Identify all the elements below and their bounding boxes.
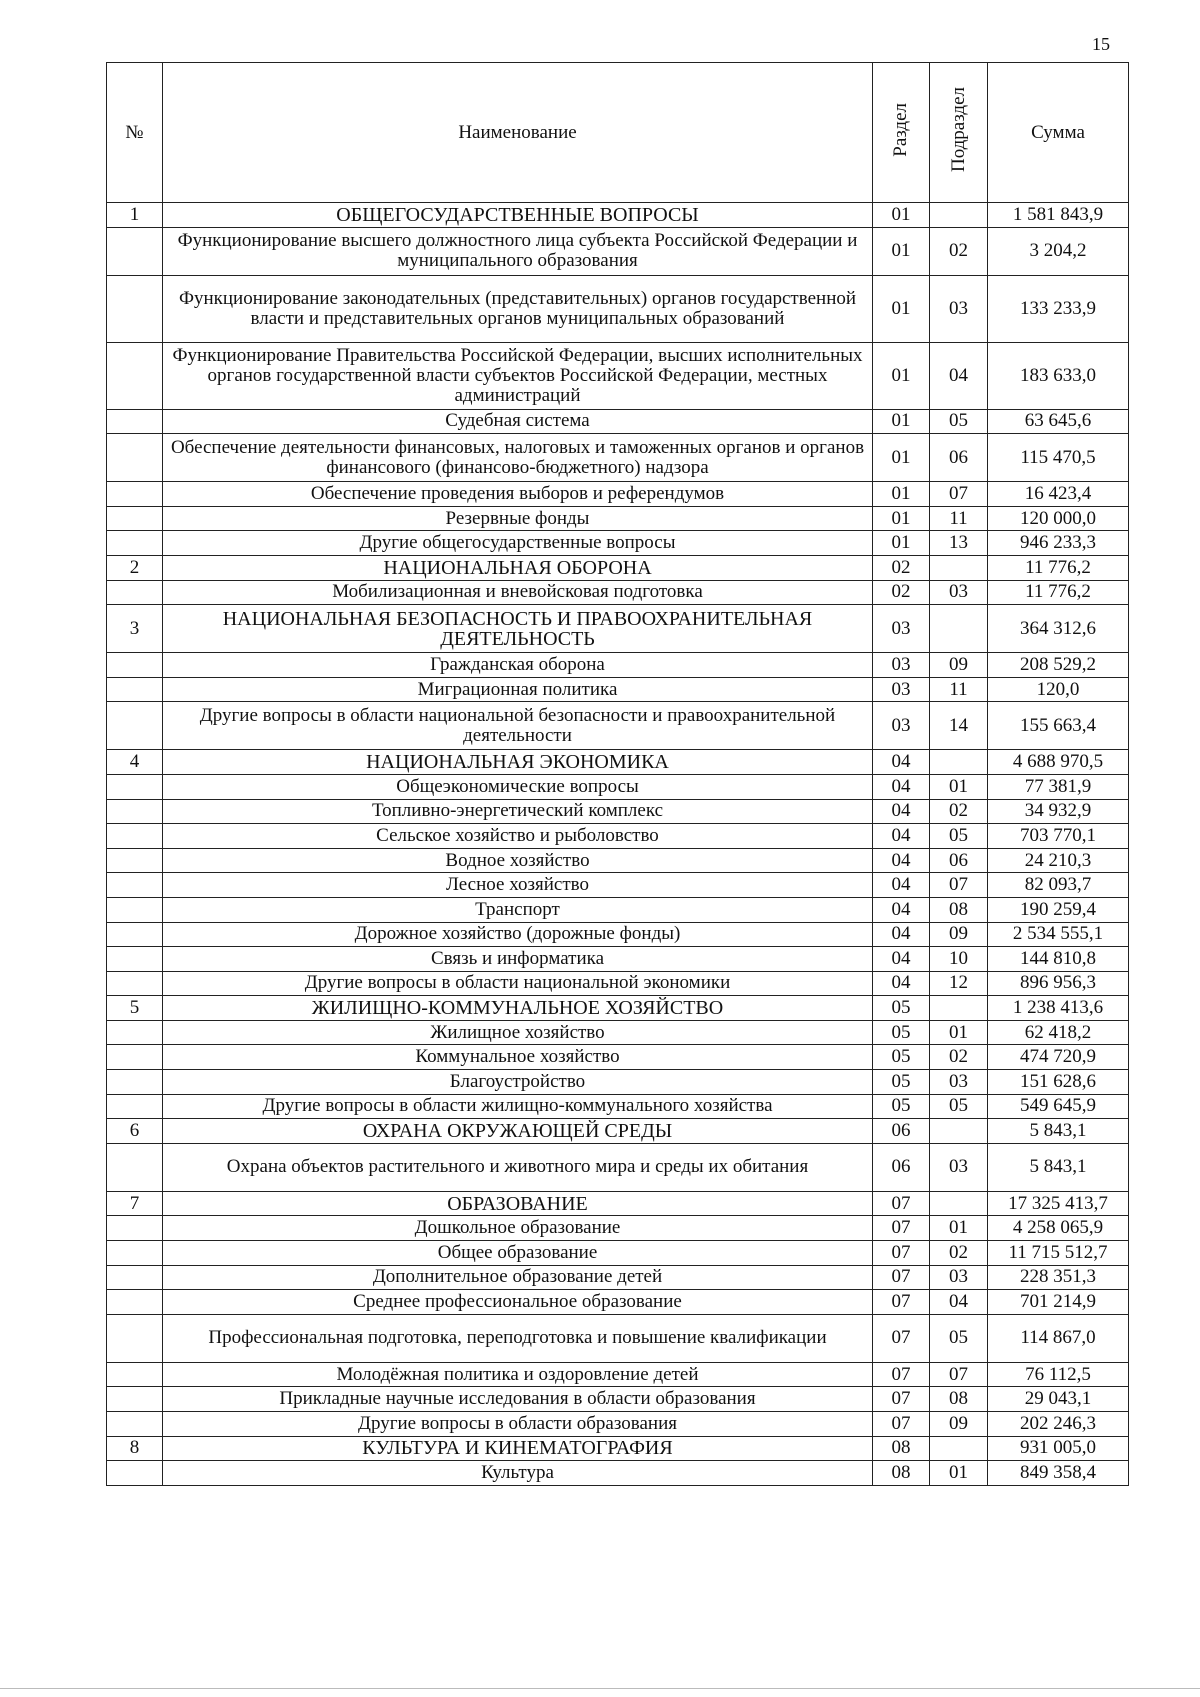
row-subsection: 11 — [930, 506, 988, 531]
row-name: Функционирование Правительства Российской Федерации, высших исполнительных органов государственной власти субъектов Российской Федерации, местных администраций — [163, 342, 873, 409]
table-row — [107, 799, 1129, 824]
row-sum: 114 867,0 — [988, 1314, 1129, 1362]
row-number — [107, 1143, 163, 1191]
row-subsection: 05 — [930, 409, 988, 434]
row-name: Прикладные научные исследования в области образования — [163, 1387, 873, 1412]
row-subsection: 06 — [930, 434, 988, 482]
row-name: Общее образование — [163, 1241, 873, 1266]
row-name: Другие вопросы в области национальной экономики — [163, 971, 873, 996]
row-subsection: 02 — [930, 1045, 988, 1070]
row-name: КУЛЬТУРА И КИНЕМАТОГРАФИЯ — [163, 1436, 873, 1461]
row-sum: 120,0 — [988, 677, 1129, 702]
row-subsection: 07 — [930, 873, 988, 898]
row-section: 03 — [873, 653, 930, 678]
row-name: ОБЩЕГОСУДАРСТВЕННЫЕ ВОПРОСЫ — [163, 203, 873, 228]
row-name: Другие вопросы в области национальной безопасности и правоохранительной деятельности — [163, 702, 873, 750]
row-number — [107, 227, 163, 275]
row-number — [107, 1020, 163, 1045]
row-number — [107, 275, 163, 342]
row-name: Миграционная политика — [163, 677, 873, 702]
row-section: 02 — [873, 555, 930, 580]
row-number — [107, 774, 163, 799]
row-name: Дополнительное образование детей — [163, 1265, 873, 1290]
row-subsection: 06 — [930, 848, 988, 873]
table-row — [107, 275, 1129, 342]
row-subsection: 14 — [930, 702, 988, 750]
row-sum: 701 214,9 — [988, 1290, 1129, 1315]
table-row — [107, 1241, 1129, 1266]
table-row — [107, 1191, 1129, 1216]
row-subsection: 08 — [930, 1387, 988, 1412]
table-row — [107, 409, 1129, 434]
table-row — [107, 1461, 1129, 1486]
row-subsection — [930, 996, 988, 1021]
row-name: Гражданская оборона — [163, 653, 873, 678]
row-name: Судебная система — [163, 409, 873, 434]
row-sum: 62 418,2 — [988, 1020, 1129, 1045]
table-row — [107, 750, 1129, 775]
row-sum: 703 770,1 — [988, 824, 1129, 849]
row-section: 03 — [873, 605, 930, 653]
header-sum: Сумма — [988, 63, 1129, 203]
row-section: 01 — [873, 227, 930, 275]
row-sum: 1 238 413,6 — [988, 996, 1129, 1021]
row-section: 07 — [873, 1191, 930, 1216]
row-section: 04 — [873, 873, 930, 898]
row-number — [107, 531, 163, 556]
row-subsection: 02 — [930, 1241, 988, 1266]
row-sum: 155 663,4 — [988, 702, 1129, 750]
row-subsection: 09 — [930, 653, 988, 678]
table-row — [107, 1143, 1129, 1191]
row-subsection — [930, 1191, 988, 1216]
row-sum: 1 581 843,9 — [988, 203, 1129, 228]
table-row — [107, 1436, 1129, 1461]
row-name: Функционирование законодательных (представительных) органов государственной власти и представительных органов муниципальных образований — [163, 275, 873, 342]
row-section: 01 — [873, 409, 930, 434]
table-row — [107, 1265, 1129, 1290]
row-sum: 24 210,3 — [988, 848, 1129, 873]
page-number: 15 — [1092, 34, 1110, 54]
row-sum: 11 715 512,7 — [988, 1241, 1129, 1266]
table-row — [107, 605, 1129, 653]
row-sum: 151 628,6 — [988, 1070, 1129, 1095]
table-row — [107, 1094, 1129, 1119]
row-subsection: 07 — [930, 482, 988, 507]
table-row — [107, 342, 1129, 409]
row-sum: 63 645,6 — [988, 409, 1129, 434]
row-name: Связь и информатика — [163, 947, 873, 972]
table-row — [107, 897, 1129, 922]
row-sum: 17 325 413,7 — [988, 1191, 1129, 1216]
table-row — [107, 1119, 1129, 1144]
row-section: 04 — [873, 922, 930, 947]
row-name: Топливно-энергетический комплекс — [163, 799, 873, 824]
row-name: Благоустройство — [163, 1070, 873, 1095]
row-subsection: 07 — [930, 1362, 988, 1387]
header-number: № — [107, 63, 163, 203]
row-subsection: 12 — [930, 971, 988, 996]
scan-edge-line — [0, 1688, 1200, 1689]
table-row — [107, 1290, 1129, 1315]
row-subsection: 02 — [930, 227, 988, 275]
row-name: Обеспечение проведения выборов и референдумов — [163, 482, 873, 507]
row-section: 01 — [873, 342, 930, 409]
row-subsection: 03 — [930, 580, 988, 605]
row-sum: 202 246,3 — [988, 1412, 1129, 1437]
row-sum: 931 005,0 — [988, 1436, 1129, 1461]
table-row — [107, 1314, 1129, 1362]
header-section-label: Раздел — [890, 103, 911, 157]
row-number — [107, 677, 163, 702]
row-name: Общеэкономические вопросы — [163, 774, 873, 799]
row-sum: 946 233,3 — [988, 531, 1129, 556]
row-section: 07 — [873, 1290, 930, 1315]
row-subsection — [930, 555, 988, 580]
row-subsection: 10 — [930, 947, 988, 972]
row-number — [107, 947, 163, 972]
row-name: Сельское хозяйство и рыболовство — [163, 824, 873, 849]
row-section: 05 — [873, 1045, 930, 1070]
row-sum: 77 381,9 — [988, 774, 1129, 799]
row-subsection — [930, 203, 988, 228]
table-row — [107, 774, 1129, 799]
row-number: 3 — [107, 605, 163, 653]
row-name: ЖИЛИЩНО-КОММУНАЛЬНОЕ ХОЗЯЙСТВО — [163, 996, 873, 1021]
row-name: Дошкольное образование — [163, 1216, 873, 1241]
row-section: 03 — [873, 702, 930, 750]
row-section: 07 — [873, 1387, 930, 1412]
row-section: 04 — [873, 971, 930, 996]
row-name: Профессиональная подготовка, переподготовка и повышение квалификации — [163, 1314, 873, 1362]
table-row — [107, 824, 1129, 849]
budget-table — [106, 62, 1129, 1486]
row-number — [107, 409, 163, 434]
row-number: 1 — [107, 203, 163, 228]
row-subsection: 05 — [930, 1314, 988, 1362]
row-section: 01 — [873, 506, 930, 531]
row-number — [107, 434, 163, 482]
table-row — [107, 653, 1129, 678]
row-section: 04 — [873, 848, 930, 873]
row-number: 4 — [107, 750, 163, 775]
row-section: 01 — [873, 203, 930, 228]
table-row — [107, 1362, 1129, 1387]
row-number: 8 — [107, 1436, 163, 1461]
row-section: 07 — [873, 1412, 930, 1437]
row-section: 05 — [873, 1070, 930, 1095]
table-row — [107, 227, 1129, 275]
row-sum: 11 776,2 — [988, 555, 1129, 580]
row-name: Другие общегосударственные вопросы — [163, 531, 873, 556]
row-sum: 190 259,4 — [988, 897, 1129, 922]
row-subsection: 03 — [930, 1265, 988, 1290]
row-number — [107, 848, 163, 873]
row-section: 04 — [873, 799, 930, 824]
row-name: Жилищное хозяйство — [163, 1020, 873, 1045]
row-name: Другие вопросы в области образования — [163, 1412, 873, 1437]
row-subsection: 02 — [930, 799, 988, 824]
row-subsection: 05 — [930, 824, 988, 849]
row-section: 06 — [873, 1119, 930, 1144]
row-sum: 115 470,5 — [988, 434, 1129, 482]
row-subsection — [930, 1119, 988, 1144]
row-subsection: 13 — [930, 531, 988, 556]
row-subsection: 09 — [930, 1412, 988, 1437]
table-row — [107, 434, 1129, 482]
row-section: 04 — [873, 824, 930, 849]
row-sum: 11 776,2 — [988, 580, 1129, 605]
row-name: Охрана объектов растительного и животного мира и среды их обитания — [163, 1143, 873, 1191]
table-row — [107, 1412, 1129, 1437]
row-number — [107, 1314, 163, 1362]
row-number — [107, 1094, 163, 1119]
row-number — [107, 1461, 163, 1486]
row-subsection: 01 — [930, 1461, 988, 1486]
row-name: Мобилизационная и вневойсковая подготовка — [163, 580, 873, 605]
row-subsection: 01 — [930, 774, 988, 799]
row-sum: 34 932,9 — [988, 799, 1129, 824]
row-number — [107, 897, 163, 922]
row-number — [107, 653, 163, 678]
table-row — [107, 580, 1129, 605]
row-name: Водное хозяйство — [163, 848, 873, 873]
row-number: 6 — [107, 1119, 163, 1144]
header-subsection-label: Подраздел — [947, 87, 969, 173]
row-sum: 364 312,6 — [988, 605, 1129, 653]
row-section: 05 — [873, 996, 930, 1021]
row-subsection: 11 — [930, 677, 988, 702]
row-number: 5 — [107, 996, 163, 1021]
table-row — [107, 203, 1129, 228]
row-number — [107, 1387, 163, 1412]
row-section: 02 — [873, 580, 930, 605]
table-row — [107, 677, 1129, 702]
row-number — [107, 1412, 163, 1437]
table-row — [107, 1387, 1129, 1412]
row-sum: 16 423,4 — [988, 482, 1129, 507]
table-row — [107, 482, 1129, 507]
table-row — [107, 922, 1129, 947]
row-subsection: 08 — [930, 897, 988, 922]
row-sum: 4 258 065,9 — [988, 1216, 1129, 1241]
row-subsection: 03 — [930, 1143, 988, 1191]
row-name: Функционирование высшего должностного лица субъекта Российской Федерации и муниципального образования — [163, 227, 873, 275]
table-row — [107, 531, 1129, 556]
row-section: 07 — [873, 1216, 930, 1241]
row-subsection: 03 — [930, 275, 988, 342]
row-number — [107, 1362, 163, 1387]
row-subsection: 01 — [930, 1020, 988, 1045]
row-section: 04 — [873, 750, 930, 775]
header-section — [873, 63, 930, 203]
row-number — [107, 702, 163, 750]
row-name: Дорожное хозяйство (дорожные фонды) — [163, 922, 873, 947]
row-sum: 183 633,0 — [988, 342, 1129, 409]
row-sum: 5 843,1 — [988, 1119, 1129, 1144]
row-sum: 896 956,3 — [988, 971, 1129, 996]
row-number — [107, 873, 163, 898]
row-subsection — [930, 1436, 988, 1461]
row-name: Коммунальное хозяйство — [163, 1045, 873, 1070]
row-sum: 82 093,7 — [988, 873, 1129, 898]
row-sum: 144 810,8 — [988, 947, 1129, 972]
row-section: 01 — [873, 275, 930, 342]
row-number — [107, 971, 163, 996]
row-sum: 474 720,9 — [988, 1045, 1129, 1070]
row-section: 03 — [873, 677, 930, 702]
header-name: Наименование — [163, 63, 873, 203]
row-number — [107, 580, 163, 605]
row-name: Лесное хозяйство — [163, 873, 873, 898]
row-subsection: 04 — [930, 1290, 988, 1315]
row-number — [107, 799, 163, 824]
row-sum: 228 351,3 — [988, 1265, 1129, 1290]
row-sum: 76 112,5 — [988, 1362, 1129, 1387]
table-header-row — [107, 63, 1129, 203]
row-subsection: 01 — [930, 1216, 988, 1241]
row-section: 07 — [873, 1265, 930, 1290]
row-name: Транспорт — [163, 897, 873, 922]
row-sum: 29 043,1 — [988, 1387, 1129, 1412]
table-row — [107, 873, 1129, 898]
row-section: 05 — [873, 1020, 930, 1045]
row-section: 04 — [873, 774, 930, 799]
table-row — [107, 1070, 1129, 1095]
row-number — [107, 1216, 163, 1241]
row-subsection: 05 — [930, 1094, 988, 1119]
row-section: 07 — [873, 1314, 930, 1362]
row-name: ОХРАНА ОКРУЖАЮЩЕЙ СРЕДЫ — [163, 1119, 873, 1144]
row-section: 01 — [873, 482, 930, 507]
row-sum: 120 000,0 — [988, 506, 1129, 531]
row-number — [107, 1070, 163, 1095]
row-section: 07 — [873, 1241, 930, 1266]
row-sum: 3 204,2 — [988, 227, 1129, 275]
row-name: Обеспечение деятельности финансовых, налоговых и таможенных органов и органов финансового (финансово-бюджетного) надзора — [163, 434, 873, 482]
row-sum: 208 529,2 — [988, 653, 1129, 678]
row-subsection: 04 — [930, 342, 988, 409]
row-sum: 133 233,9 — [988, 275, 1129, 342]
row-number — [107, 506, 163, 531]
row-section: 08 — [873, 1436, 930, 1461]
row-section: 01 — [873, 531, 930, 556]
row-name: Резервные фонды — [163, 506, 873, 531]
row-name: ОБРАЗОВАНИЕ — [163, 1191, 873, 1216]
header-subsection — [930, 63, 988, 203]
row-name: НАЦИОНАЛЬНАЯ ЭКОНОМИКА — [163, 750, 873, 775]
row-section: 08 — [873, 1461, 930, 1486]
row-name: Другие вопросы в области жилищно-коммунального хозяйства — [163, 1094, 873, 1119]
table-row — [107, 555, 1129, 580]
row-subsection — [930, 605, 988, 653]
row-name: НАЦИОНАЛЬНАЯ ОБОРОНА — [163, 555, 873, 580]
row-section: 05 — [873, 1094, 930, 1119]
row-section: 07 — [873, 1362, 930, 1387]
table-row — [107, 848, 1129, 873]
row-name: Молодёжная политика и оздоровление детей — [163, 1362, 873, 1387]
table-row — [107, 1020, 1129, 1045]
row-section: 04 — [873, 947, 930, 972]
row-subsection — [930, 750, 988, 775]
row-number — [107, 1241, 163, 1266]
row-number — [107, 1045, 163, 1070]
row-sum: 849 358,4 — [988, 1461, 1129, 1486]
row-name: Среднее профессиональное образование — [163, 1290, 873, 1315]
table-row — [107, 1216, 1129, 1241]
row-section: 01 — [873, 434, 930, 482]
row-sum: 2 534 555,1 — [988, 922, 1129, 947]
row-number: 7 — [107, 1191, 163, 1216]
table-row — [107, 996, 1129, 1021]
table-row — [107, 702, 1129, 750]
row-subsection: 09 — [930, 922, 988, 947]
row-subsection: 03 — [930, 1070, 988, 1095]
row-section: 04 — [873, 897, 930, 922]
row-sum: 4 688 970,5 — [988, 750, 1129, 775]
row-sum: 549 645,9 — [988, 1094, 1129, 1119]
table-body — [107, 203, 1129, 1486]
row-number — [107, 482, 163, 507]
table-row — [107, 506, 1129, 531]
table-row — [107, 971, 1129, 996]
row-name: Культура — [163, 1461, 873, 1486]
row-section: 06 — [873, 1143, 930, 1191]
row-number — [107, 342, 163, 409]
row-number — [107, 1265, 163, 1290]
row-number: 2 — [107, 555, 163, 580]
row-number — [107, 1290, 163, 1315]
table-row — [107, 947, 1129, 972]
table-row — [107, 1045, 1129, 1070]
row-name: НАЦИОНАЛЬНАЯ БЕЗОПАСНОСТЬ И ПРАВООХРАНИТЕЛЬНАЯ ДЕЯТЕЛЬНОСТЬ — [163, 605, 873, 653]
row-number — [107, 824, 163, 849]
row-number — [107, 922, 163, 947]
row-sum: 5 843,1 — [988, 1143, 1129, 1191]
